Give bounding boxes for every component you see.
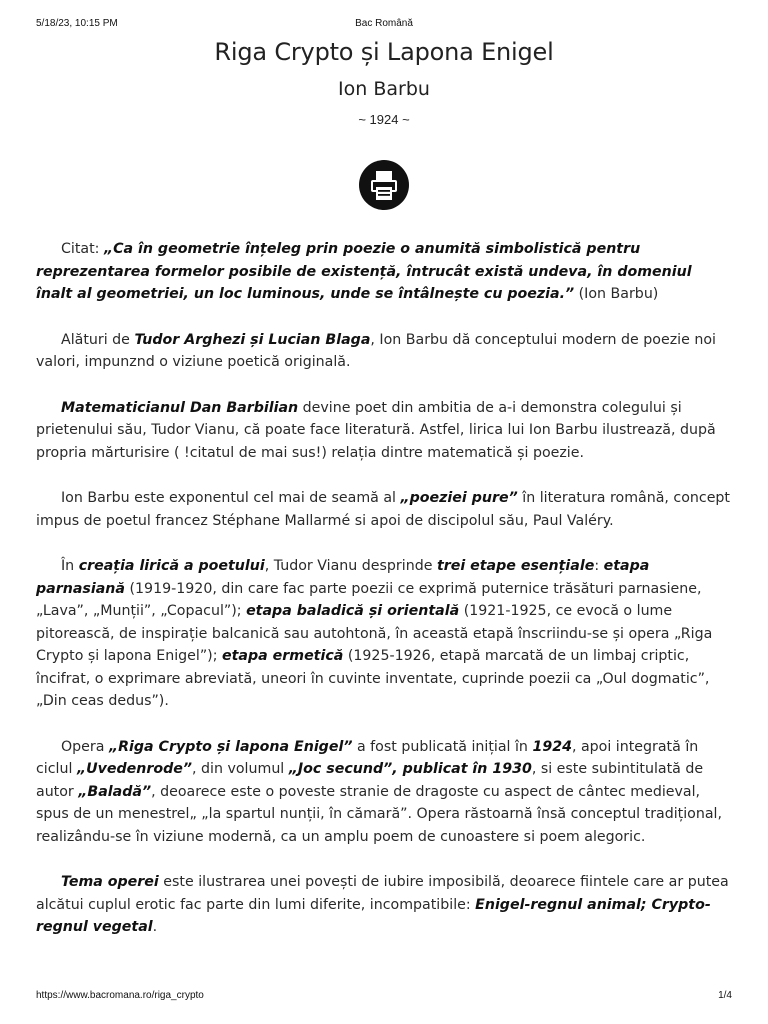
- article-year: ~ 1924 ~: [358, 112, 410, 127]
- page-url: https://www.bacromana.ro/riga_crypto: [36, 990, 204, 1001]
- paragraph-2: [36, 329, 732, 374]
- body-text: În: [61, 558, 79, 574]
- emphasis-text: Enigel-regnul animal; Crypto-regnul vegetal: [36, 896, 711, 935]
- emphasis-text: Tema operei: [61, 874, 159, 890]
- paragraph-1: [36, 238, 732, 306]
- emphasis-text: 1924: [532, 738, 572, 755]
- emphasis-text: „Uvedenrode”: [76, 761, 193, 777]
- emphasis-text: „Riga Crypto și lapona Enigel”: [108, 738, 353, 755]
- paragraph-5: [36, 555, 732, 713]
- emphasis-text: Tudor Arghezi și Lucian Blaga: [134, 331, 371, 348]
- emphasis-text: etapa ermetică: [222, 648, 344, 664]
- print-button[interactable]: [359, 160, 409, 210]
- body-text: Alături de: [61, 331, 135, 348]
- emphasis-text: „Baladă”: [78, 783, 152, 800]
- emphasis-text: etapa baladică și orientală: [246, 603, 460, 619]
- emphasis-text: creația lirică a poetului: [78, 558, 265, 574]
- emphasis-text: „Joc secund”, publicat în 1930: [288, 761, 532, 777]
- print-site-title: Bac Română: [355, 18, 413, 29]
- body-text: Opera: [61, 738, 109, 755]
- printer-icon: [359, 160, 409, 210]
- body-text: :: [594, 558, 604, 574]
- body-text: .: [152, 919, 158, 935]
- page-number: 1/4: [718, 990, 732, 1001]
- body-text: (1921-1925, ce evocă o lume pitorească, de inspirație balcanică sau autohtonă, în această etapă înscriindu-se și opera „Riga Crypto și lapona Enigel”);: [36, 603, 713, 664]
- body-text: (1925-1926, etapă marcată de un limbaj criptic, încifrat, o exprimare abreviată, uneori în cuvinte inventate, cuprinde poezii ca „Oul dogmatic”, „Din ceas dedus”).: [36, 648, 710, 709]
- body-text: în literatura română, concept impus de poetul francez Stéphane Mallarmé si apoi de discipolul său, Paul Valéry.: [36, 490, 730, 529]
- emphasis-text: „poeziei pure”: [400, 490, 518, 506]
- emphasis-text: etapa parnasiană: [36, 558, 650, 597]
- paragraph-4: [36, 487, 732, 532]
- print-footer: [36, 990, 732, 1004]
- body-text: (Ion Barbu): [574, 286, 659, 302]
- emphasis-text: Matematicianul Dan Barbilian: [61, 399, 299, 416]
- paragraph-3: [36, 397, 732, 465]
- print-header: [36, 18, 732, 32]
- body-text: a fost publicată inițial în: [352, 738, 533, 755]
- emphasis-text: „Ca în geometrie înțeleg prin poezie o anumită simbolistică pentru reprezentarea formelor posibile de existență, întrucât există undeva, în domeniul înalt al geometriei, un loc luminous, unde se întâlnește cu poezia.”: [36, 241, 692, 302]
- body-text: (1919-1920, din care fac parte poezii ce exprimă puternice trăsături parnasiene, „Lava”, „Munții”, „Copacul”);: [36, 580, 702, 619]
- body-text: , Ion Barbu dă conceptului modern de poezie noi valori, impunznd o viziune poetică originală.: [36, 331, 716, 370]
- body-text: , deoarece este o poveste stranie de dragoste cu aspect de cântec medieval, spus de un menestrel„ „la spartul nunții, în cămară”. Opera răstoarnă însă conceptul tradițional, realizându-se în viziune modernă, ca un amplu poem de cunoastere si poem alegoric.: [36, 783, 722, 845]
- body-text: , Tudor Vianu desprinde: [264, 558, 437, 574]
- body-text: , si este subintitulată de autor: [36, 761, 704, 800]
- print-date: 5/18/23, 10:15 PM: [36, 18, 118, 29]
- article-title: Riga Crypto și Lapona Enigel: [214, 38, 554, 66]
- paragraph-7: [36, 871, 732, 939]
- body-text: Ion Barbu este exponentul cel mai de seamă al: [61, 490, 401, 506]
- body-text: , apoi integrată în ciclul: [36, 738, 699, 777]
- body-text: Citat:: [61, 241, 104, 257]
- body-text: , din volumul: [192, 761, 289, 777]
- body-text: devine poet din ambitia de a-i demonstra colegului și prietenului său, Tudor Vianu, că poate face literatură. Astfel, lirica lui Ion Barbu ilustrează, după propria mărturisire ( !citatul de mai sus!) relația dintre matematică și poezie.: [36, 399, 716, 461]
- paragraph-6: [36, 736, 732, 849]
- article-author: Ion Barbu: [338, 78, 430, 100]
- body-text: este ilustrarea unei povești de iubire imposibilă, deoarece fiintele care ar putea alcătui cuplul erotic fac parte din lumi diferite, incompatibile:: [36, 874, 729, 913]
- article-body: [36, 238, 732, 962]
- emphasis-text: trei etape esențiale: [436, 558, 595, 574]
